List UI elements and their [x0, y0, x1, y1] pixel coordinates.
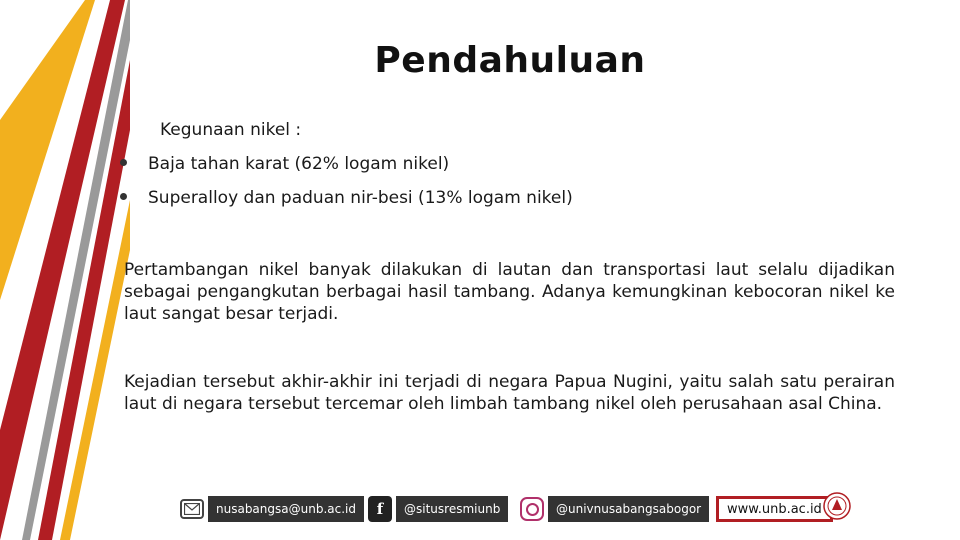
bullet-dot: [120, 159, 127, 166]
footer-instagram[interactable]: [520, 496, 709, 522]
slide-title: Pendahuluan: [374, 40, 646, 81]
bullet-list: [120, 150, 573, 218]
website-label: www.unb.ac.id: [716, 496, 833, 522]
footer-facebook[interactable]: [368, 496, 508, 522]
bullet-text: Baja tahan karat (62% logam nikel): [148, 154, 450, 174]
intro-text: Kegunaan nikel :: [160, 120, 302, 140]
bullet-text: Superalloy dan paduan nir-besi (13% logam nikel): [148, 188, 573, 208]
email-label: nusabangsa@unb.ac.id: [208, 496, 364, 522]
bullet-item: [120, 150, 573, 184]
footer-email[interactable]: [180, 496, 364, 522]
bullet-dot: [120, 193, 127, 200]
footer-website[interactable]: [716, 496, 833, 522]
university-logo: [822, 491, 852, 521]
instagram-label: @univnusabangsabogor: [548, 496, 709, 522]
decorative-stripes: [0, 0, 130, 540]
bullet-item: [120, 184, 573, 218]
paragraph-incident: Kejadian tersebut akhir-akhir ini terjadi di negara Papua Nugini, yaitu salah satu perairan laut di negara tersebut tercemar oleh limbah tambang nikel oleh perusahaan asal China.: [124, 372, 895, 414]
facebook-label: @situsresmiunb: [396, 496, 508, 522]
paragraph-mining: Pertambangan nikel banyak dilakukan di lautan dan transportasi laut selalu dijadikan sebagai pengangkutan berbagai hasil tambang. Adanya kemungkinan kebocoran nikel ke laut sangat besar terjadi.: [124, 260, 895, 324]
envelope-icon: [180, 499, 204, 519]
instagram-icon: [520, 497, 544, 521]
facebook-icon: f: [368, 496, 392, 522]
